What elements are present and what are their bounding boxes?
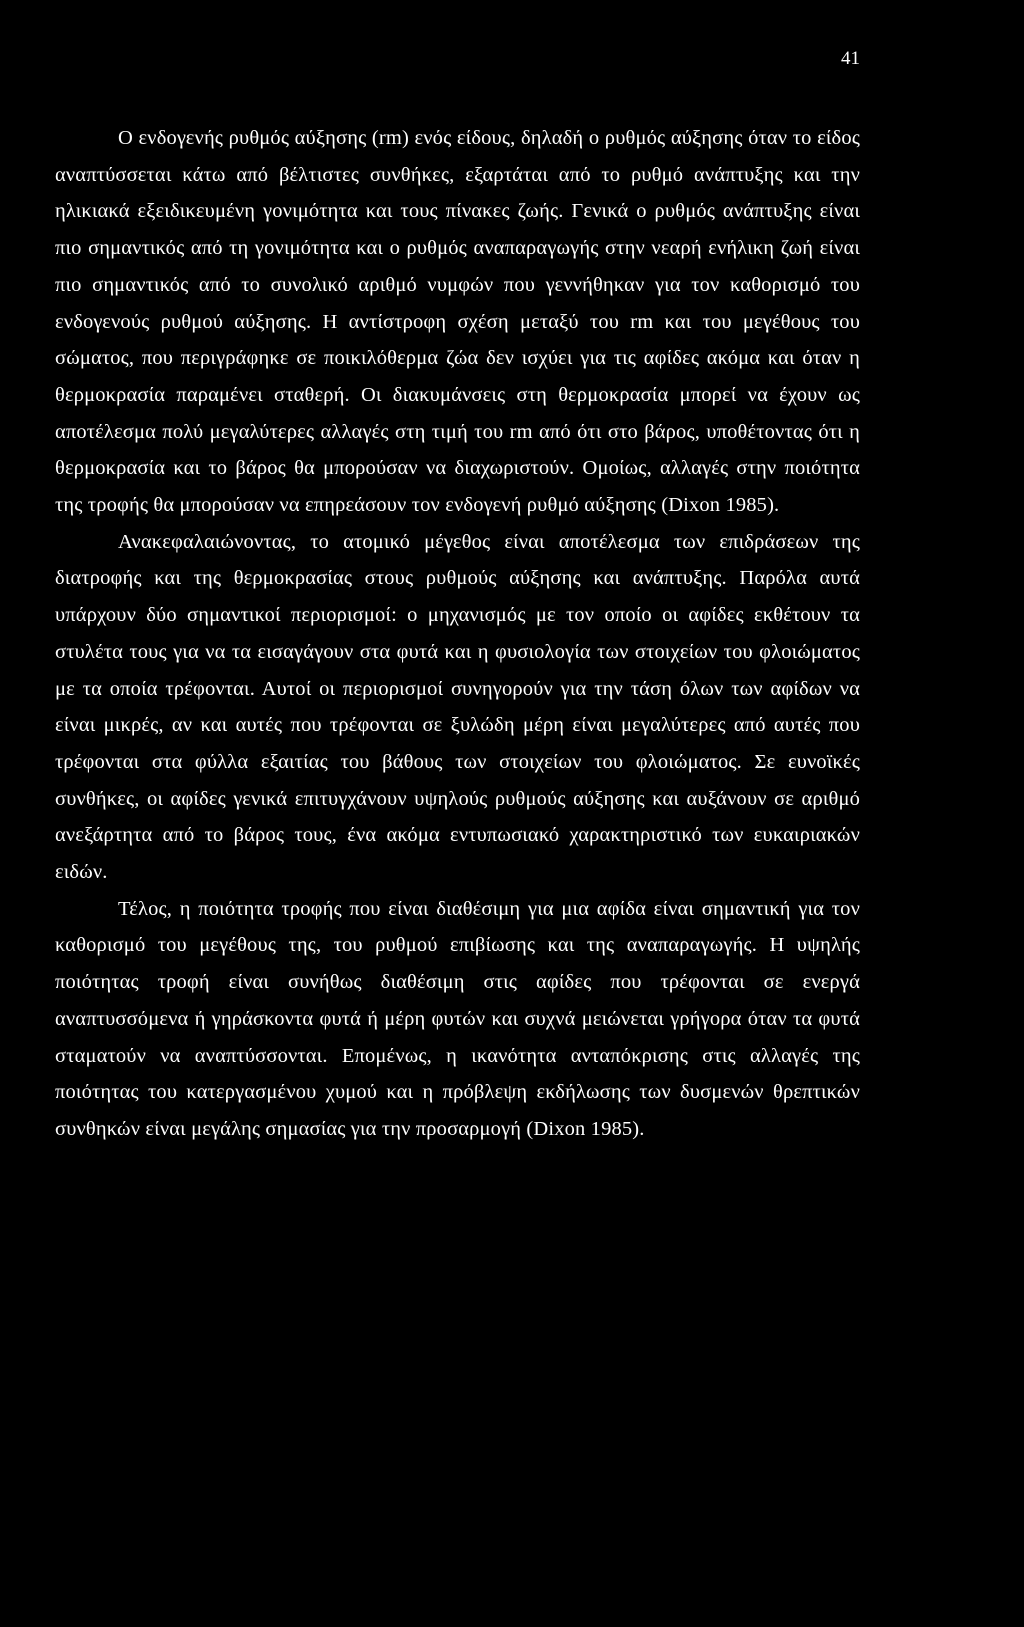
page-body [55, 120, 860, 1148]
paragraph-food-quality: Τέλος, η ποιότητα τροφής που είναι διαθέσιμη για μια αφίδα είναι σημαντική για τον καθορισμό του μεγέθους της, του ρυθμού επιβίωσης και της αναπαραγωγής. Η υψηλής ποιότητας τροφή είναι συνήθως διαθέσιμη στις αφίδες που τρέφονται σε ενεργά αναπτυσσόμενα ή γηράσκοντα φυτά ή μέρη φυτών και συχνά μειώνεται γρήγορα όταν τα φυτά σταματούν να αναπτύσσονται. Επομένως, η ικανότητα ανταπόκρισης στις αλλαγές της ποιότητας του κατεργασμένου χυμού και η πρόβλεψη εκδήλωσης των δυσμενών θρεπτικών συνθηκών είναι μεγάλης σημασίας για την προσαρμογή (Dixon 1985). [55, 897, 860, 1140]
page-number: 41 [841, 48, 860, 69]
paragraph-summary-size-constraints: Ανακεφαλαιώνοντας, το ατομικό μέγεθος είναι αποτέλεσμα των επιδράσεων της διατροφής και της θερμοκρασίας στους ρυθμούς αύξησης και ανάπτυξης. Παρόλα αυτά υπάρχουν δύο σημαντικοί περιορισμοί: ο μηχανισμός με τον οποίο οι αφίδες εκθέτουν τα στυλέτα τους για να τα εισαγάγουν στα φυτά και η φυσιολογία των στοιχείων του φλοιώματος με τα οποία τρέφονται. Αυτοί οι περιορισμοί συνηγορούν για την τάση όλων των αφίδων να είναι μικρές, αν και αυτές που τρέφονται σε ξυλώδη μέρη είναι μεγαλύτερες από αυτές που τρέφονται στα φύλλα εξαιτίας του βάθους των στοιχείων του φλοιώματος. Σε ευνοϊκές συνθήκες, οι αφίδες γενικά επιτυγχάνουν υψηλούς ρυθμούς αύξησης και αυξάνουν σε αριθμό ανεξάρτητα από το βάρος τους, ένα ακόμα εντυπωσιακό χαρακτηριστικό των ευκαιριακών ειδών. [55, 530, 860, 884]
paragraph-intrinsic-growth-rate: Ο ενδογενής ρυθμός αύξησης (rm) ενός είδους, δηλαδή ο ρυθμός αύξησης όταν το είδος αναπτύσσεται κάτω από βέλτιστες συνθήκες, εξαρτάται από το ρυθμό ανάπτυξης και την ηλικιακά εξειδικευμένη γονιμότητα και τους πίνακες ζωής. Γενικά ο ρυθμός ανάπτυξης είναι πιο σημαντικός από τη γονιμότητα και ο ρυθμός αναπαραγωγής στην νεαρή ενήλικη ζωή είναι πιο σημαντικός από το συνολικό αριθμό νυμφών που γεννήθηκαν για τον καθορισμό του ενδογενούς ρυθμού αύξησης. Η αντίστροφη σχέση μεταξύ του rm και του μεγέθους του σώματος, που περιγράφηκε σε ποικιλόθερμα ζώα δεν ισχύει για τις αφίδες ακόμα και όταν η θερμοκρασία παραμένει σταθερή. Οι διακυμάνσεις στη θερμοκρασία μπορεί να έχουν ως αποτέλεσμα πολύ μεγαλύτερες αλλαγές στη τιμή του rm από ότι στο βάρος, υποθέτοντας ότι η θερμοκρασία και το βάρος θα μπορούσαν να διαχωριστούν. Ομοίως, αλλαγές στην ποιότητα της τροφής θα μπορούσαν να επηρεάσουν τον ενδογενή ρυθμό αύξησης (Dixon 1985). [55, 127, 860, 517]
